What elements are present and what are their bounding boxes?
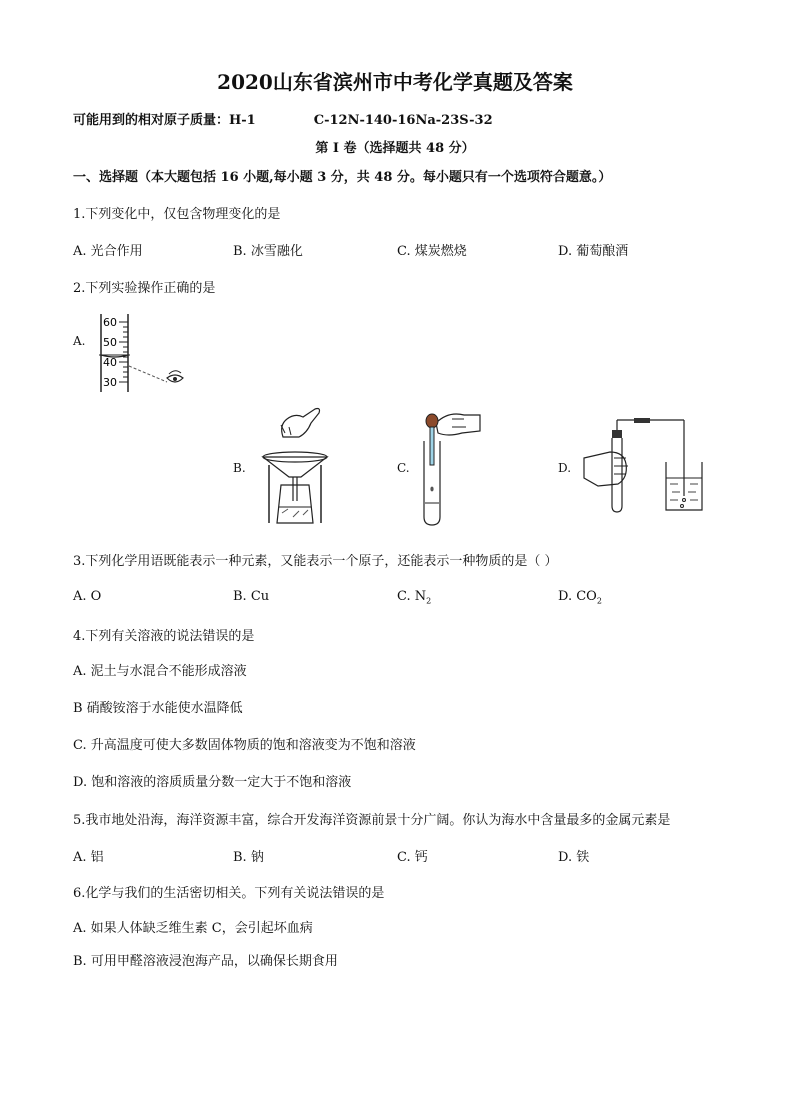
q1-option-a: A. 光合作用 xyxy=(73,244,143,259)
q3-option-c-text: C. N xyxy=(397,589,427,604)
q2-option-a: A. xyxy=(73,334,86,348)
q5-option-b: B. 钠 xyxy=(233,850,264,865)
atomic-mass-rest: C-12N-140-16Na-23S-32 xyxy=(313,113,493,128)
q3-option-c xyxy=(397,589,431,606)
question-6-stem: 6.化学与我们的生活密切相关。下列有关说法错误的是 xyxy=(73,886,385,901)
q3-option-d xyxy=(558,589,602,606)
hand-icon xyxy=(281,409,320,438)
q6-option-a: A. 如果人体缺乏维生素 C，会引起坏血病 xyxy=(73,921,313,936)
q1-option-d: D. 葡萄酿酒 xyxy=(558,244,629,259)
q3-option-c-subscript: 2 xyxy=(426,596,432,606)
part-heading: 第 I 卷（选择题共 48 分） xyxy=(315,141,475,156)
q4-option-a: A. 泥土与水混合不能形成溶液 xyxy=(73,664,247,679)
airtightness-check-figure xyxy=(578,418,710,516)
dropper-figure xyxy=(412,405,482,527)
q3-option-b: B. Cu xyxy=(233,589,270,604)
document-title: 2020山东省滨州市中考化学真题及答案 xyxy=(217,70,573,94)
q4-option-d: D. 饱和溶液的溶质质量分数一定大于不饱和溶液 xyxy=(73,775,352,790)
q3-option-a: A. O xyxy=(73,589,102,604)
filtration-figure xyxy=(255,405,335,525)
q2-option-b: B. xyxy=(233,461,246,475)
question-1-stem: 1.下列变化中，仅包含物理变化的是 xyxy=(73,207,281,222)
q5-option-a: A. 铝 xyxy=(73,850,104,865)
q1-option-b: B. 冰雪融化 xyxy=(233,244,303,259)
tick-label-50: 50 xyxy=(103,336,117,349)
q5-option-d: D. 铁 xyxy=(558,850,590,865)
q2-option-d: D. xyxy=(558,461,572,475)
graduated-cylinder-figure xyxy=(95,310,195,396)
atomic-mass-line xyxy=(73,109,493,128)
q6-option-b: B. 可用甲醛溶液浸泡海产品，以确保长期食用 xyxy=(73,954,338,969)
section-heading: 一、选择题（本大题包括 16 小题,每小题 3 分，共 48 分。每小题只有一个选项符合题意。） xyxy=(73,170,612,185)
q3-option-d-text: D. CO xyxy=(558,589,597,604)
question-3-stem: 3.下列化学用语既能表示一种元素，又能表示一个原子，还能表示一种物质的是（ ） xyxy=(73,554,558,569)
eye-icon xyxy=(167,371,183,382)
tick-label-30: 30 xyxy=(103,376,117,389)
question-4-stem: 4.下列有关溶液的说法错误的是 xyxy=(73,629,255,644)
hand-icon xyxy=(436,414,480,435)
tick-label-40: 40 xyxy=(103,356,117,369)
q5-option-c: C. 钙 xyxy=(397,850,428,865)
tick-label-60: 60 xyxy=(103,316,117,329)
q1-option-c: C. 煤炭燃烧 xyxy=(397,244,467,259)
atomic-mass-prefix: 可能用到的相对原子质量：H-1 xyxy=(73,113,256,128)
question-5-stem: 5.我市地处沿海，海洋资源丰富，综合开发海洋资源前景十分广阔。你认为海水中含量最多的金属元素是 xyxy=(73,813,671,828)
q3-option-d-subscript: 2 xyxy=(596,596,602,606)
q2-option-c: C. xyxy=(397,461,410,475)
question-2-stem: 2.下列实验操作正确的是 xyxy=(73,281,216,296)
q4-option-c: C. 升高温度可使大多数固体物质的饱和溶液变为不饱和溶液 xyxy=(73,738,416,753)
q4-option-b: B 硝酸铵溶于水能使水温降低 xyxy=(73,701,243,716)
